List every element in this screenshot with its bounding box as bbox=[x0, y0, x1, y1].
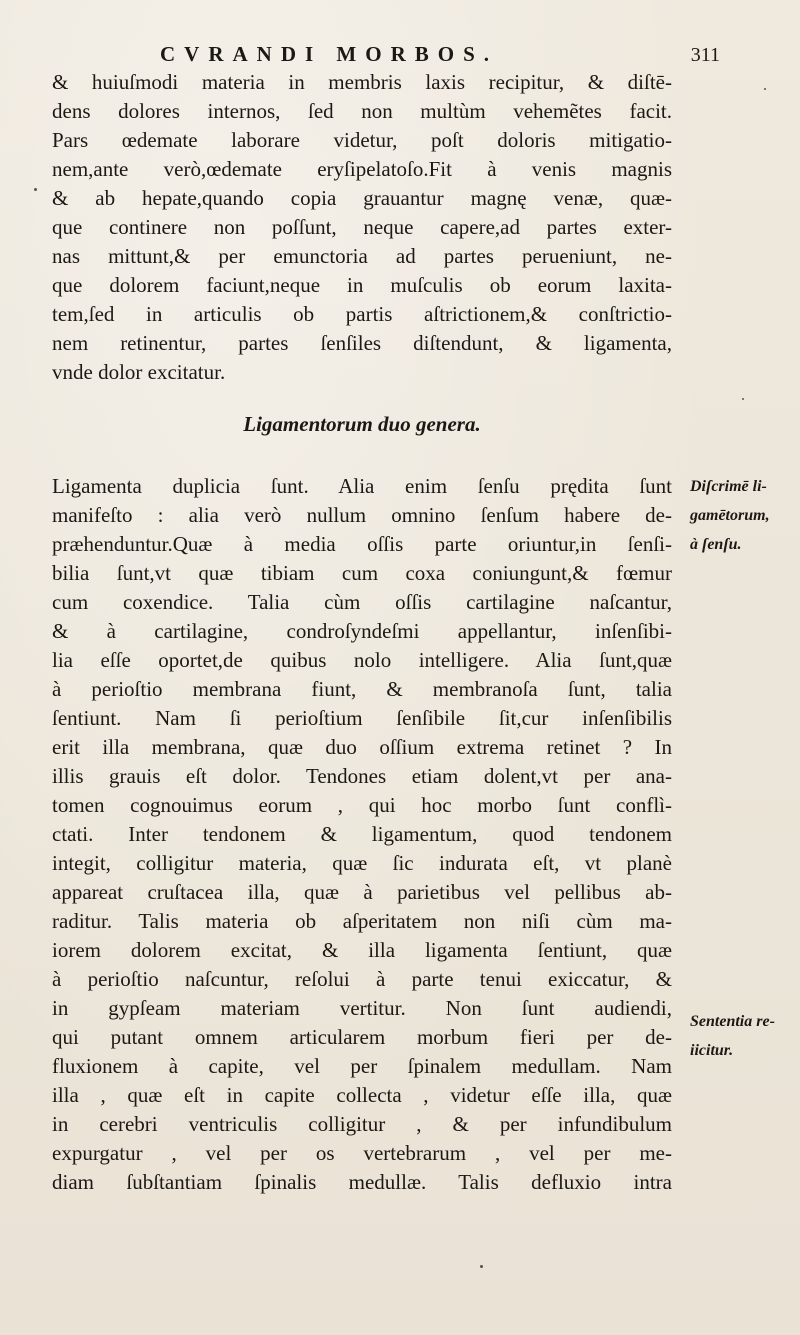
text-line: in cerebri ventriculis colligitur , & per infundibulum bbox=[52, 1112, 672, 1136]
text-line: à perioſtio naſcuntur, reſolui à parte tenui exiccatur, & bbox=[52, 967, 672, 991]
paragraph-2 bbox=[52, 472, 672, 1197]
page-number: 311 bbox=[690, 44, 720, 66]
text-line: præhenduntur.Quæ à media oſſis parte oriuntur,in ſenſi- bbox=[52, 532, 672, 556]
text-line: lia eſſe oportet,de quibus nolo intelligere. Alia ſunt,quæ bbox=[52, 648, 672, 672]
text-line: qui putant omnem articularem morbum fieri per de- bbox=[52, 1025, 672, 1049]
margin-note-line: Sententia re- bbox=[690, 1013, 775, 1030]
running-title: CVRANDI MORBOS. bbox=[160, 42, 499, 66]
paragraph-1 bbox=[52, 68, 672, 387]
text-line: tomen cognouimus eorum , qui hoc morbo ſunt conflì- bbox=[52, 793, 672, 817]
text-line: nas mittunt,& per emunctoria ad partes perueniunt, ne- bbox=[52, 244, 672, 268]
text-line: ctati. Inter tendonem & ligamentum, quod tendonem bbox=[52, 822, 672, 846]
margin-note-ligament-kinds bbox=[690, 472, 798, 559]
paper-speck bbox=[480, 1265, 483, 1268]
margin-note-line: iicitur. bbox=[690, 1042, 734, 1059]
text-line: à perioſtio membrana fiunt, & membranoſa ſunt, talia bbox=[52, 677, 672, 701]
text-line: manifeſto : alia verò nullum omnino ſenſum habere de- bbox=[52, 503, 672, 527]
section-heading: Ligamentorum duo genera. bbox=[243, 412, 481, 436]
text-line: fluxionem à capite, vel per ſpinalem medullam. Nam bbox=[52, 1054, 672, 1078]
paper-speck bbox=[764, 88, 766, 90]
text-line: Ligamenta duplicia ſunt. Alia enim ſenſu prędita ſunt bbox=[52, 474, 672, 498]
text-line: iorem dolorem excitat, & illa ligamenta ſentiunt, quæ bbox=[52, 938, 672, 962]
text-line: illis grauis eſt dolor. Tendones etiam dolent,vt per ana- bbox=[52, 764, 672, 788]
text-line: nem,ante verò,œdemate eryſipelatoſo.Fit à venis magnis bbox=[52, 157, 672, 181]
text-line: vnde dolor excitatur. bbox=[52, 360, 226, 384]
margin-note-line: à ſenſu. bbox=[690, 536, 742, 553]
margin-note-line: gamētorum, bbox=[690, 507, 770, 524]
text-line: & ab hepate,quando copia grauantur magnę venæ, quæ- bbox=[52, 186, 672, 210]
text-line: integit, colligitur materia, quæ ſic indurata eſt, vt planè bbox=[52, 851, 672, 875]
text-line: tem,ſed in articulis ob partis aſtrictionem,& conſtrictio- bbox=[52, 302, 672, 326]
text-line: cum coxendice. Talia cùm oſſis cartilagine naſcantur, bbox=[52, 590, 672, 614]
text-line: ſentiunt. Nam ſi perioſtium ſenſibile ſit,cur inſenſibilis bbox=[52, 706, 672, 730]
text-line: nem retinentur, partes ſenſiles diſtendunt, & ligamenta, bbox=[52, 331, 672, 355]
text-line: que continere non poſſunt, neque capere,ad partes exter- bbox=[52, 215, 672, 239]
text-line: expurgatur , vel per os vertebrarum , vel per me- bbox=[52, 1141, 672, 1165]
text-line: que dolorem faciunt,neque in muſculis ob eorum laxita- bbox=[52, 273, 672, 297]
paper-speck bbox=[34, 188, 37, 191]
margin-note-opinion-rejected bbox=[690, 1007, 798, 1065]
text-line: diam ſubſtantiam ſpinalis medullæ. Talis defluxio intra bbox=[52, 1170, 672, 1194]
text-line: illa , quæ eſt in capite collecta , videtur eſſe illa, quæ bbox=[52, 1083, 672, 1107]
text-line: raditur. Talis materia ob aſperitatem non niſi cùm ma- bbox=[52, 909, 672, 933]
paper-speck bbox=[742, 398, 744, 400]
text-line: in gypſeam materiam vertitur. Non ſunt audiendi, bbox=[52, 996, 672, 1020]
text-line: Pars œdemate laborare videtur, poſt doloris mitigatio- bbox=[52, 128, 672, 152]
margin-note-line: Diſcrimē li- bbox=[690, 478, 767, 495]
text-line: appareat cruſtacea illa, quæ à parietibus vel pellibus ab- bbox=[52, 880, 672, 904]
text-line: bilia ſunt,vt quæ tibiam cum coxa coniungunt,& fœmur bbox=[52, 561, 672, 585]
text-line: erit illa membrana, quæ duo oſſium extrema retinet ? In bbox=[52, 735, 672, 759]
text-line: dens dolores internos, ſed non multùm vehemẽtes facit. bbox=[52, 99, 672, 123]
text-line: & à cartilagine, condroſyndeſmi appellantur, inſenſibi- bbox=[52, 619, 672, 643]
text-line: & huiuſmodi materia in membris laxis recipitur, & diſtē- bbox=[52, 70, 672, 94]
